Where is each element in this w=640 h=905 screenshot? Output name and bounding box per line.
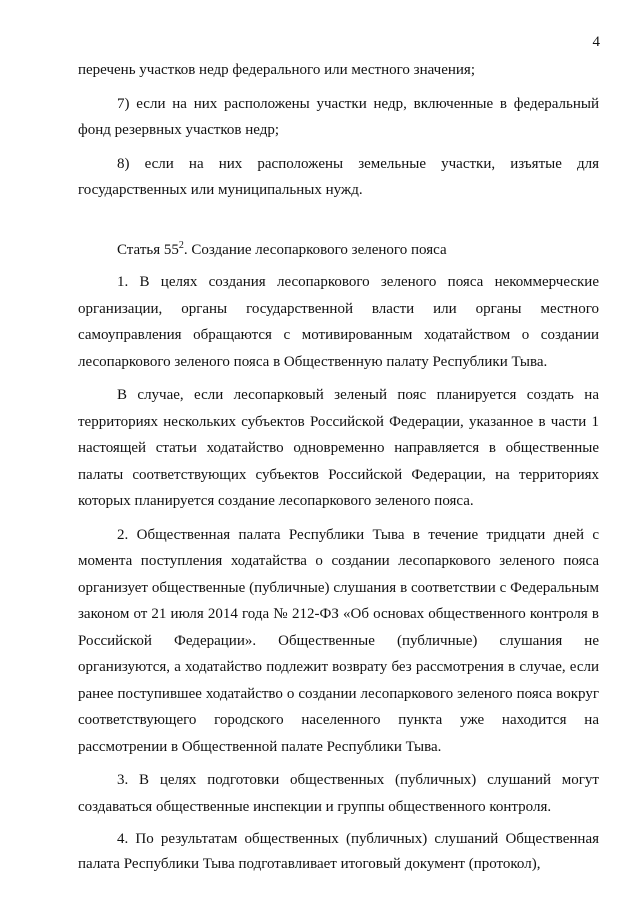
paragraph-part-3: 3. В целях подготовки общественных (публичных) слушаний могут создаваться общественные инспекции и группы общественного контроля. [78, 772, 599, 815]
paragraph-item-8: 8) если на них расположены земельные участки, изъятые для государственных или муниципальных нужд. [78, 155, 599, 198]
document-body [78, 57, 599, 877]
article-heading-prefix: Статья 55 [117, 241, 179, 258]
paragraph-part-1-continued: В случае, если лесопарковый зеленый пояс планируется создать на территориях нескольких субъектов Российской Федерации, указанное в части 1 настоящей статьи ходатайство одновременно направляется в общественные палаты соответствующих субъектов Российской Федерации, на территориях которых планируется создание лесопаркового зеленого пояса. [78, 387, 599, 509]
article-heading [78, 237, 599, 264]
paragraph-part-1: 1. В целях создания лесопаркового зеленого пояса некоммерческие организации, органы государственной власти или органы местного самоуправления обращаются с мотивированным ходатайством о создании лесопаркового зеленого пояса в Общественную палату Республики Тыва. [78, 274, 599, 370]
paragraph-part-2: 2. Общественная палата Республики Тыва в течение тридцати дней с момента поступления ходатайства о создании лесопаркового зеленого пояса организует общественные (публичные) слушания в соответствии с Федеральным законом от 21 июля 2014 года № 212-ФЗ «Об основах общественного контроля в Российской Федерации». Общественные (публичные) слушания не организуются, а ходатайство подлежит возврату без рассмотрения в случае, если ранее поступившее ходатайство о создании лесопаркового зеленого пояса вокруг соответствующего городского населенного пункта уже находится на рассмотрении в Общественной палате Республики Тыва. [78, 526, 599, 755]
paragraph-continuation: перечень участков недр федерального или местного значения; [78, 62, 475, 78]
article-heading-superscript: 2 [178, 239, 184, 251]
article-heading-title: . Создание лесопаркового зеленого пояса [183, 241, 447, 258]
paragraph-part-4: 4. По результатам общественных (публичных) слушаний Общественная палата Республики Тыва подготавливает итоговый документ (протокол), [78, 831, 599, 872]
paragraph-item-7: 7) если на них расположены участки недр, включенные в федеральный фонд резервных участков недр; [78, 95, 599, 138]
page-number: 4 [592, 34, 600, 50]
